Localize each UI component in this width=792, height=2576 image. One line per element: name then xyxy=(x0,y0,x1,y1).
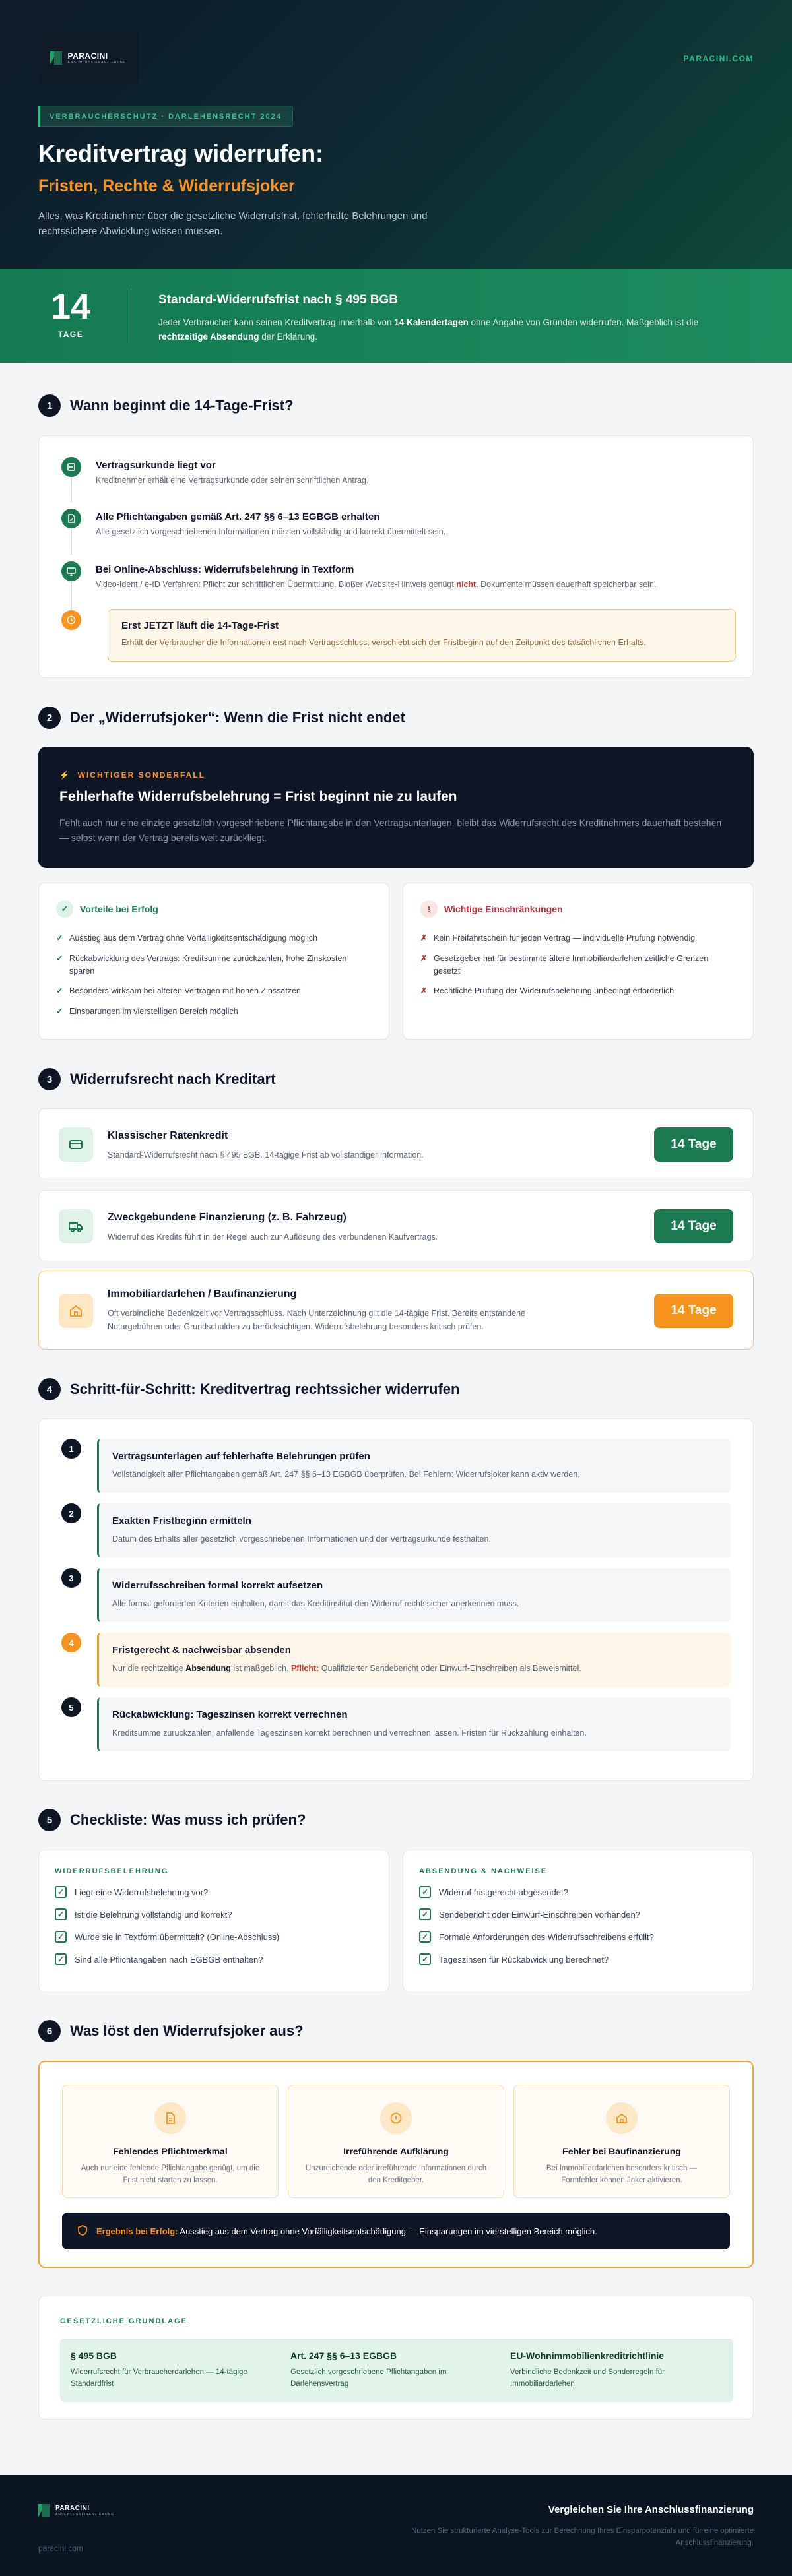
checkbox-checked-icon[interactable]: ✓ xyxy=(419,1886,431,1898)
checkbox-checked-icon[interactable]: ✓ xyxy=(55,1953,67,1965)
document-icon xyxy=(61,457,81,477)
list-item: ✓ Rückabwicklung des Vertrags: Kreditsumme zurückzahlen, hohe Zinskosten sparen xyxy=(56,953,372,978)
footer-logo[interactable] xyxy=(38,2504,114,2517)
checklist-item[interactable]: ✓ Sind alle Pflichtangaben nach EGBGB enthalten? xyxy=(55,1953,373,1965)
list-item: ✓ Einsparungen im vierstelligen Bereich möglich xyxy=(56,1005,372,1018)
page-subtitle: Fristen, Rechte & Widerrufsjoker xyxy=(38,177,295,195)
special-case-title: Fehlerhafte Widerrufsbelehrung = Frist beginnt nie zu laufen xyxy=(59,789,457,804)
cons-title: Wichtige Einschränkungen xyxy=(444,904,563,914)
monitor-icon xyxy=(61,561,81,581)
timeline-step: Bei Online-Abschluss: Widerrufsbelehrung in Textform Video-Ident / e-ID Verfahren: Pflicht zur schriftlichen Übermittlung. Bloßer Website-Hinweis genügt nicht. Dokumente müssen dauerhaft speicherbar sein. xyxy=(61,561,656,589)
checklist-item[interactable]: ✓ Wurde sie in Textform übermittelt? (Online-Abschluss) xyxy=(55,1931,373,1943)
law-card: § 495 BGB Widerrufsrecht für Verbraucherdarlehen — 14-tägige Standardfrist xyxy=(60,2339,294,2402)
section-4-header xyxy=(38,1378,459,1400)
section-title: Der „Widerrufsjoker“: Wenn die Frist nicht endet xyxy=(70,709,405,726)
special-case-tag: WICHTIGER SONDERFALL xyxy=(77,770,205,780)
timeline-card xyxy=(38,435,754,678)
logo-mark-icon xyxy=(38,2504,51,2517)
house-icon xyxy=(606,2102,638,2134)
law-card: EU-Wohnimmobilienkreditrichtlinie Verbindliche Bedenkzeit und Sonderregeln für Immobiliardarlehen xyxy=(500,2339,733,2402)
checklist-card xyxy=(403,1850,754,1992)
cons-card xyxy=(403,883,754,1040)
duration-badge: 14 Tage xyxy=(654,1127,733,1162)
credit-type-text: Oft verbindliche Bedenkzeit vor Vertragsschluss. Nach Unterzeichnung gilt die 14-tägige Frist. Bereits entstandene Notargebühren oder Grundschulden zu berücksichtigen. Widerrufsbelehrung besonders kritisch prüfen. xyxy=(108,1309,525,1331)
trigger-card: Fehler bei Baufinanzierung Bei Immobiliardarlehen besonders kritisch — Formfehler können Joker aktivieren. xyxy=(513,2085,730,2198)
shield-icon xyxy=(77,2224,88,2238)
checklist-heading: ABSENDUNG & NACHWEISE xyxy=(419,1868,548,1875)
section-title: Schritt-für-Schritt: Kreditvertrag rechtssicher widerrufen xyxy=(70,1381,460,1397)
brand-tagline: ANSCHLUSSFINANZIERUNG xyxy=(67,60,127,65)
credit-type-card xyxy=(38,1108,754,1179)
section-6-header xyxy=(38,2020,304,2042)
truck-icon xyxy=(59,1209,93,1243)
legal-heading: GESETZLICHE GRUNDLAGE xyxy=(60,2317,187,2325)
checkbox-checked-icon[interactable]: ✓ xyxy=(55,1931,67,1943)
list-item: ✗ Rechtliche Prüfung der Widerrufsbelehrung unbedingt erforderlich xyxy=(420,985,736,997)
checklist-card xyxy=(38,1850,389,1992)
timeline-step: Vertragsurkunde liegt vor Kreditnehmer erhält eine Vertragsurkunde oder seinen schriftlichen Antrag. xyxy=(61,457,368,485)
step-item: 5 Rückabwicklung: Tageszinsen korrekt verrechnen Kreditsumme zurückzahlen, anfallende Tageszinsen korrekt berechnen und verrechnen lassen. Fristen für Rückzahlung einhalten. xyxy=(61,1697,731,1751)
alert-icon: ! xyxy=(420,900,438,918)
pros-title: Vorteile bei Erfolg xyxy=(80,904,158,914)
section-1-header xyxy=(38,394,294,417)
steps-card xyxy=(38,1418,754,1781)
band-text: Jeder Verbraucher kann seinen Kreditvertrag innerhalb von 14 Kalendertagen ohne Angabe von Gründen widerrufen. Maßgeblich ist die rechtzeitige Absendung der Erklärung. xyxy=(158,317,698,342)
footer-url[interactable]: paracini.com xyxy=(38,2544,84,2553)
credit-type-title: Zweckgebundene Finanzierung (z. B. Fahrzeug) xyxy=(108,1212,346,1223)
checklist-item[interactable]: ✓ Ist die Belehrung vollständig und korrekt? xyxy=(55,1908,373,1920)
duration-badge: 14 Tage xyxy=(654,1209,733,1243)
checklist-item[interactable]: ✓ Tageszinsen für Rückabwicklung berechnet? xyxy=(419,1953,737,1965)
brand-logo[interactable] xyxy=(38,32,139,84)
check-icon: ✓ xyxy=(56,953,63,963)
section-number: 6 xyxy=(38,2020,61,2042)
credit-type-card xyxy=(38,1190,754,1261)
law-card: Art. 247 §§ 6–13 EGBGB Gesetzlich vorgeschriebene Pflichtangaben im Darlehensvertrag xyxy=(280,2339,513,2402)
checkbox-checked-icon[interactable]: ✓ xyxy=(419,1931,431,1943)
list-item: ✓ Besonders wirksam bei älteren Verträgen mit hohen Zinssätzen xyxy=(56,985,372,997)
checklist-item[interactable]: ✓ Widerruf fristgerecht abgesendet? xyxy=(419,1886,737,1898)
check-icon: ✓ xyxy=(56,933,63,943)
deadline-unit: TAGE xyxy=(57,330,84,339)
section-number: 5 xyxy=(38,1809,61,1831)
section-5-header xyxy=(38,1809,306,1831)
checkbox-checked-icon[interactable]: ✓ xyxy=(419,1908,431,1920)
cross-icon: ✗ xyxy=(420,933,428,943)
timeline-step: Alle Pflichtangaben gemäß Art. 247 §§ 6–13 EGBGB erhalten Alle gesetzlich vorgeschriebenen Informationen müssen vollständig und korrekt übermittelt sein. xyxy=(61,509,446,536)
deadline-band xyxy=(0,269,792,363)
page-title: Kreditvertrag widerrufen: xyxy=(38,140,324,167)
document-icon xyxy=(154,2102,186,2134)
brand-name: PARACINI xyxy=(67,51,108,61)
step-item: 4 Fristgerecht & nachweisbar absenden Nur die rechtzeitige Absendung ist maßgeblich. Pflicht: Qualifizierter Sendebericht oder Einwurf-Einschreiben als Beweismittel. xyxy=(61,1633,731,1687)
pros-list xyxy=(56,932,372,1018)
section-3-header xyxy=(38,1068,276,1090)
step-item: 3 Widerrufsschreiben formal korrekt aufsetzen Alle formal geforderten Kriterien einhalten, damit das Kreditinstitut den Widerruf rechtssicher anerkennen muss. xyxy=(61,1568,731,1622)
section-title: Was löst den Widerrufsjoker aus? xyxy=(70,2023,304,2039)
list-item: ✓ Ausstieg aus dem Vertrag ohne Vorfälligkeitsentschädigung möglich xyxy=(56,932,372,945)
credit-type-title: Klassischer Ratenkredit xyxy=(108,1130,228,1141)
deadline-number: 14 xyxy=(50,287,91,327)
cross-icon: ✗ xyxy=(420,953,428,963)
credit-type-text: Widerruf des Kredits führt in der Regel auch zur Auflösung des verbundenen Kaufvertrags. xyxy=(108,1232,438,1241)
cross-icon: ✗ xyxy=(420,986,428,996)
clock-icon xyxy=(61,610,81,630)
credit-type-text: Standard-Widerrufsrecht nach § 495 BGB. 14-tägige Frist ab vollständiger Information. xyxy=(108,1150,424,1160)
credit-card-icon xyxy=(59,1127,93,1162)
result-bar: Ergebnis bei Erfolg: Ausstieg aus dem Vertrag ohne Vorfälligkeitsentschädigung — Einsparungen im vierstelligen Bereich möglich. xyxy=(62,2213,730,2249)
file-icon xyxy=(61,509,81,528)
brand-tagline: ANSCHLUSSFINANZIERUNG xyxy=(55,2512,115,2517)
checklist-item[interactable]: ✓ Sendebericht oder Einwurf-Einschreiben vorhanden? xyxy=(419,1908,737,1920)
hero-tag: VERBRAUCHERSCHUTZ · DARLEHENSRECHT 2024 xyxy=(38,106,293,127)
check-icon: ✓ xyxy=(56,1007,63,1016)
brand-name: PARACINI xyxy=(55,2504,90,2512)
section-title: Wann beginnt die 14-Tage-Frist? xyxy=(70,397,294,414)
section-title: Widerrufsrecht nach Kreditart xyxy=(70,1071,276,1087)
hero-intro: Alles, was Kreditnehmer über die gesetzliche Widerrufsfrist, fehlerhafte Belehrungen und rechtssichere Abwicklung wissen müssen. xyxy=(38,210,428,237)
checkbox-checked-icon[interactable]: ✓ xyxy=(419,1953,431,1965)
section-number: 3 xyxy=(38,1068,61,1090)
footer-title: Vergleichen Sie Ihre Anschlussfinanzierung xyxy=(548,2504,754,2515)
site-link[interactable]: PARACINI.COM xyxy=(683,54,754,63)
joker-triggers-card xyxy=(38,2061,754,2268)
section-number: 4 xyxy=(38,1378,61,1400)
check-icon: ✓ xyxy=(56,900,73,918)
legal-basis-card xyxy=(38,2296,754,2420)
step-item: 1 Vertragsunterlagen auf fehlerhafte Belehrungen prüfen Vollständigkeit aller Pflichtangaben gemäß Art. 247 §§ 6–13 EGBGB überprüfen. Bei Fehlern: Widerrufsjoker kann aktiv werden. xyxy=(61,1439,731,1493)
checkbox-checked-icon[interactable]: ✓ xyxy=(55,1908,67,1920)
list-item: ✗ Gesetzgeber hat für bestimmte ältere Immobiliardarlehen zeitliche Grenzen gesetzt xyxy=(420,953,736,978)
house-icon xyxy=(59,1294,93,1328)
lightning-icon: ⚡ xyxy=(59,770,71,780)
special-case-box xyxy=(38,747,754,868)
section-number: 2 xyxy=(38,707,61,729)
checkbox-checked-icon[interactable]: ✓ xyxy=(55,1886,67,1898)
checklist-item[interactable]: ✓ Liegt eine Widerrufsbelehrung vor? xyxy=(55,1886,373,1898)
cons-list xyxy=(420,932,736,997)
footer-text: Nutzen Sie strukturierte Analyse-Tools zur Berechnung Ihres Einsparpotenzials und für eine optimierte Anschlussfinanzierung. xyxy=(411,2527,754,2548)
section-2-header xyxy=(38,707,405,729)
list-item: ✗ Kein Freifahrtschein für jeden Vertrag — individuelle Prüfung notwendig xyxy=(420,932,736,945)
credit-type-title: Immobiliardarlehen / Baufinanzierung xyxy=(108,1288,297,1300)
checklist-item[interactable]: ✓ Formale Anforderungen des Widerrufsschreibens erfüllt? xyxy=(419,1931,737,1943)
trigger-card: Fehlendes Pflichtmerkmal Auch nur eine fehlende Pflichtangabe genügt, um die Frist nicht starten zu lassen. xyxy=(62,2085,279,2198)
footer xyxy=(0,2475,792,2576)
pros-card xyxy=(38,883,389,1040)
check-icon: ✓ xyxy=(56,986,63,996)
special-case-text: Fehlt auch nur eine einzige gesetzlich vorgeschriebene Pflichtangabe in den Vertragsunterlagen, bleibt das Widerrufsrecht des Kreditnehmers dauerhaft bestehen — selbst wenn der Vertrag bereits weit zurückliegt. xyxy=(59,817,722,844)
trigger-card: Irreführende Aufklärung Unzureichende oder irreführende Informationen durch den Kreditgeber. xyxy=(288,2085,504,2198)
section-title: Checkliste: Was muss ich prüfen? xyxy=(70,1811,306,1828)
deadline-warning: Erst JETZT läuft die 14-Tage-Frist Erhält der Verbraucher die Informationen erst nach Vertragsschluss, verschiebt sich der Fristbeginn auf den Zeitpunkt des tatsächlichen Erhalts. xyxy=(108,609,736,662)
duration-badge: 14 Tage xyxy=(654,1294,733,1328)
band-title: Standard-Widerrufsfrist nach § 495 BGB xyxy=(158,293,399,307)
hero xyxy=(0,0,792,269)
checklist-heading: WIDERRUFSBELEHRUNG xyxy=(55,1868,169,1875)
logo-mark-icon xyxy=(50,51,63,65)
section-number: 1 xyxy=(38,394,61,417)
step-item: 2 Exakten Fristbeginn ermitteln Datum des Erhalts aller gesetzlich vorgeschriebenen Informationen und der Vertragsurkunde festhalten. xyxy=(61,1503,731,1557)
credit-type-card xyxy=(38,1271,754,1350)
alert-icon xyxy=(380,2102,412,2134)
